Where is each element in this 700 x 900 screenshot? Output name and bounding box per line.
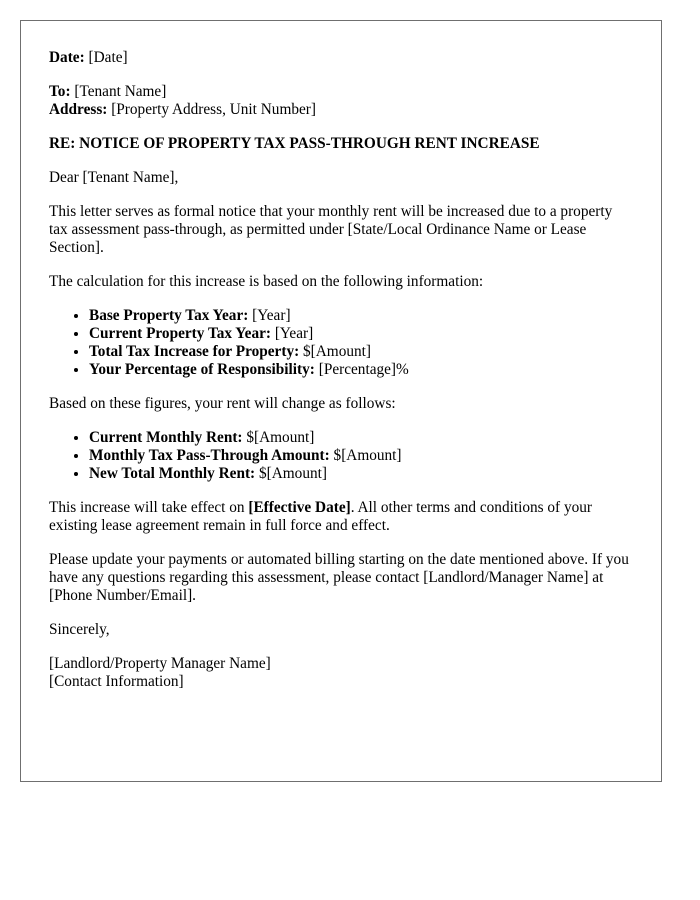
rent-change-list xyxy=(49,429,633,483)
list-item-label: Current Monthly Rent: xyxy=(89,429,243,446)
list-item-value: [Percentage]% xyxy=(318,361,409,378)
signoff: Sincerely, xyxy=(49,621,110,638)
address-value: [Property Address, Unit Number] xyxy=(111,101,316,118)
address-line xyxy=(49,101,633,119)
list-item xyxy=(89,325,633,343)
list-item-label: Base Property Tax Year: xyxy=(89,307,249,324)
letter-document xyxy=(20,20,662,782)
signature-name: [Landlord/Property Manager Name] xyxy=(49,655,271,672)
effective-text-before: This increase will take effect on xyxy=(49,499,249,516)
list-item-label: Monthly Tax Pass-Through Amount: xyxy=(89,447,330,464)
list-item xyxy=(89,465,633,483)
to-value: [Tenant Name] xyxy=(74,83,167,100)
date-value: [Date] xyxy=(88,49,128,66)
list-item-value: $[Amount] xyxy=(246,429,315,446)
list-item xyxy=(89,429,633,447)
intro-paragraph: This letter serves as formal notice that your monthly rent will be increased due to a property tax assessment pass-through, as permitted under [State/Local Ordinance Name or Lease Section]. xyxy=(49,203,613,256)
signature-contact: [Contact Information] xyxy=(49,673,184,690)
date-label: Date: xyxy=(49,49,85,66)
date-line xyxy=(49,49,633,67)
list-item xyxy=(89,361,633,379)
effective-text-after: . All other terms and conditions of your existing lease agreement remain in full force and effect. xyxy=(49,499,593,534)
list-item xyxy=(89,343,633,361)
effective-date: [Effective Date] xyxy=(248,499,351,516)
list-item-value: [Year] xyxy=(252,307,291,324)
calculation-list xyxy=(49,307,633,379)
list-item-label: New Total Monthly Rent: xyxy=(89,465,256,482)
closing-paragraph: Please update your payments or automated billing starting on the date mentioned above. If you have any questions regarding this assessment, please contact [Landlord/Manager Name] at [Phone Number/Email]. xyxy=(49,551,629,604)
list-item-value: $[Amount] xyxy=(333,447,402,464)
list-item xyxy=(89,447,633,465)
rent-change-intro: Based on these figures, your rent will change as follows: xyxy=(49,395,396,412)
list-item-value: [Year] xyxy=(274,325,314,342)
to-label: To: xyxy=(49,83,71,100)
list-item-label: Current Property Tax Year: xyxy=(89,325,271,342)
subject-line: RE: NOTICE OF PROPERTY TAX PASS-THROUGH RENT INCREASE xyxy=(49,135,540,152)
calculation-intro: The calculation for this increase is based on the following information: xyxy=(49,273,484,290)
effective-date-paragraph xyxy=(49,499,633,535)
list-item-label: Total Tax Increase for Property: xyxy=(89,343,300,360)
list-item-label: Your Percentage of Responsibility: xyxy=(89,361,315,378)
list-item-value: $[Amount] xyxy=(258,465,327,482)
list-item-value: $[Amount] xyxy=(303,343,371,360)
list-item xyxy=(89,307,633,325)
salutation: Dear [Tenant Name], xyxy=(49,169,179,186)
address-label: Address: xyxy=(49,101,108,118)
to-line xyxy=(49,83,633,101)
